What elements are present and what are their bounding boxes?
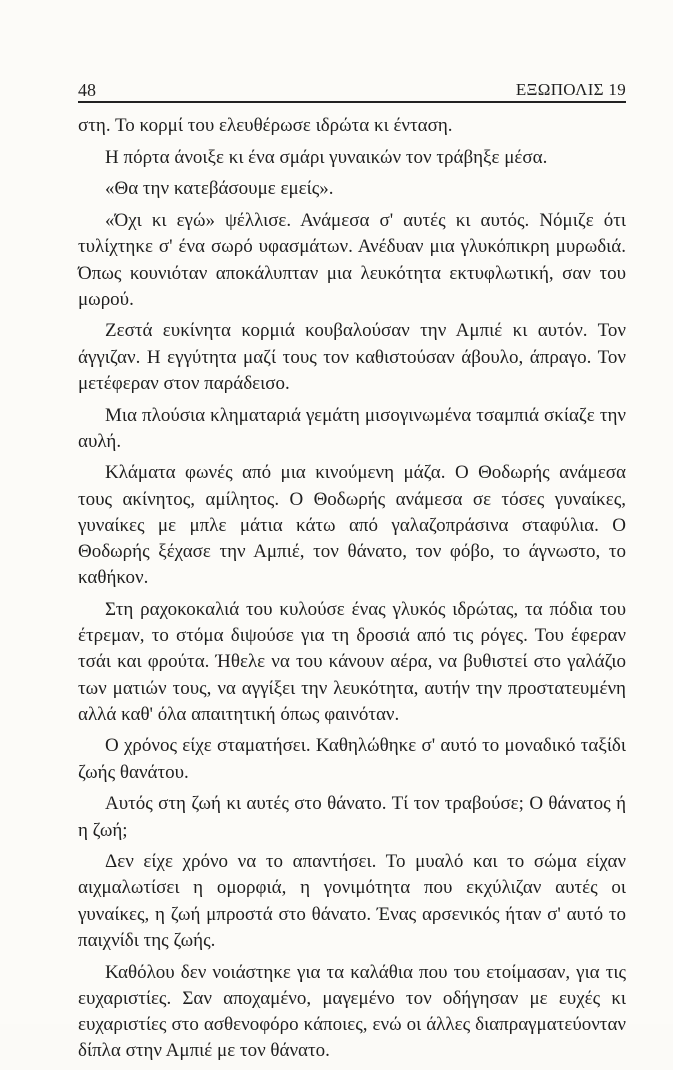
running-title: ΕΞΩΠΟΛΙΣ 19 [515,80,626,99]
paragraph: Ο χρόνος είχε σταματήσει. Καθηλώθηκε σ' αυτό το μοναδικό ταξίδι ζωής θανάτου. [78,735,626,783]
running-head [78,78,626,102]
paragraph: Ζεστά ευκίνητα κορμιά κουβαλούσαν την Αμπιέ κι αυτόν. Τον άγγιζαν. Η εγγύτητα μαζί τους τον καθιστούσαν άβουλο, άπραγο. Τον μετέφεραν στον παράδεισο. [78,320,626,394]
header-rule [78,101,626,103]
paragraph: «Όχι κι εγώ» ψέλλισε. Ανάμεσα σ' αυτές κι αυτός. Νόμιζε ότι τυλίχτηκε σ' ένα σωρό υφασμάτων. Ανέδυαν μια γλυκόπικρη μυρωδιά. Όπως κουνιόταν αποκάλυπταν μια λευκότητα εκτυφλωτική, σαν του μωρού. [78,210,626,310]
page-number: 48 [78,80,96,100]
paragraph: «Θα την κατεβάσουμε εμείς». [105,178,334,200]
paragraph: Δεν είχε χρόνο να το απαντήσει. Το μυαλό και το σώμα είχαν αιχμαλωτίσει η ομορφιά, η γονιμότητα που εκχύλιζαν αυτές οι γυναίκες, η ζωή μπροστά στο θάνατο. Ένας αρσενικός ήταν σ' αυτό το παιχνίδι της ζωής. [78,851,626,951]
paragraph: Καθόλου δεν νοιάστηκε για τα καλάθια που του ετοίμασαν, για τις ευχαριστίες. Σαν αποχαμένο, μαγεμένο τον οδήγησαν με ευχές κι ευχαριστίες στο ασθενοφόρο κάποιες, ενώ οι άλλες διαπραγματεύονταν δίπλα στην Αμπιέ με τον θάνατο. [78,961,626,1062]
body-text [78,113,626,1070]
paragraph: Μια πλούσια κληματαριά γεμάτη μισογινωμένα τσαμπιά σκίαζε την αυλή. [78,404,626,452]
paragraph: Στη ραχοκοκαλιά του κυλούσε ένας γλυκός ιδρώτας, τα πόδια του έτρεμαν, το στόμα διψούσε για τη δροσιά από τις ρόγες. Του έφεραν τσάι και φρούτα. Ήθελε να του κάνουν αέρα, να βυθιστεί στο γαλάζιο των ματιών τους, να αγγίξει την λευκότητα, αυτήν την προστατευμένη αλλά καθ' όλα απαιτητική όπως φαινόταν. [78,598,626,725]
paragraph: Κλάματα φωνές από μια κινούμενη μάζα. Ο Θοδωρής ανάμεσα τους ακίνητος, αμίλητος. Ο Θοδωρής ανάμεσα σε τόσες γυναίκες, γυναίκες με μπλε μάτια κάτω από γαλαζοπράσινα σταφύλια. Ο Θοδωρής ξέχασε την Αμπιέ, τον θάνατο, τον φόβο, το άγνωστο, το καθήκον. [78,462,626,589]
paragraph: Η πόρτα άνοιξε κι ένα σμάρι γυναικών τον τράβηξε μέσα. [105,146,548,168]
paragraph: Αυτός στη ζωή κι αυτές στο θάνατο. Τί τον τραβούσε; Ο θάνατος ή η ζωή; [78,793,626,841]
paragraph: στη. Το κορμί του ελευθέρωσε ιδρώτα κι ένταση. [78,115,453,136]
